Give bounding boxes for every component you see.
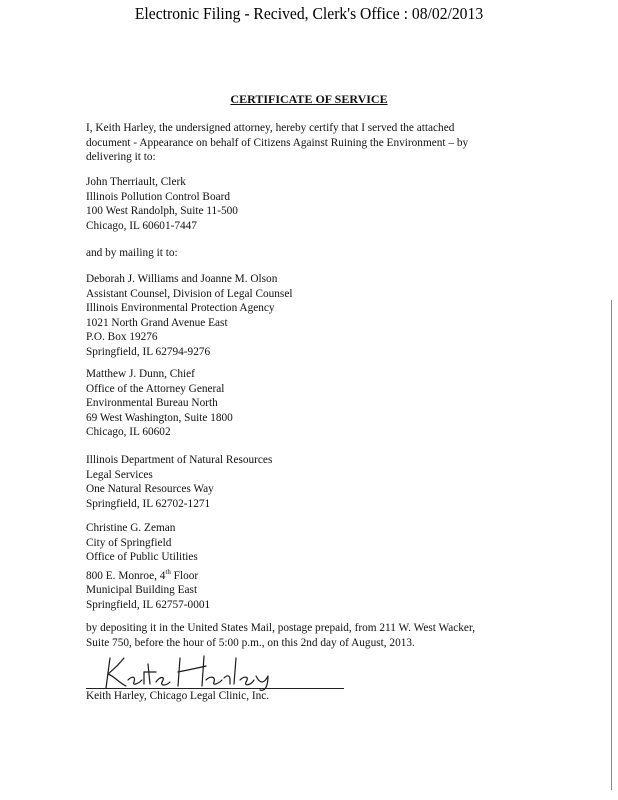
address-line: Chicago, IL 60602 <box>86 426 171 439</box>
recipient-springfield-address <box>86 521 486 612</box>
closing-paragraph <box>86 621 526 650</box>
mailing-intro: and by mailing it to: <box>86 247 178 259</box>
address-line-floor <box>86 565 486 583</box>
recipient-attorney-general-address <box>86 367 486 440</box>
address-line: Springfield, IL 62757-0001 <box>86 598 211 611</box>
electronic-filing-stamp: Electronic Filing - Recived, Clerk's Office : 08/02/2013 <box>134 4 484 23</box>
address-line: Environmental Bureau North <box>86 397 218 410</box>
signature-caption: Keith Harley, Chicago Legal Clinic, Inc. <box>86 690 270 702</box>
signature-line <box>86 688 344 689</box>
document-title: CERTIFICATE OF SERVICE <box>230 92 388 106</box>
intro-line: I, Keith Harley, the undersigned attorney, hereby certify that I served the attached <box>86 122 455 134</box>
ordinal-superscript: th <box>165 567 171 576</box>
handwritten-signature <box>96 650 286 692</box>
intro-line: document - Appearance on behalf of Citizens Against Ruining the Environment – by <box>86 136 469 149</box>
address-line: John Therriault, Clerk <box>86 176 186 188</box>
address-line: One Natural Resources Way <box>86 483 214 496</box>
address-line: P.O. Box 19276 <box>86 331 158 344</box>
recipient-iepa-address <box>86 272 486 360</box>
address-line: Office of Public Utilities <box>86 551 198 564</box>
address-line: Illinois Environmental Protection Agency <box>86 302 275 315</box>
address-line: Legal Services <box>86 468 153 481</box>
address-street: 800 E. Monroe, 4 <box>86 569 166 582</box>
recipient-clerk-address <box>86 175 486 233</box>
scan-edge-line <box>611 300 612 790</box>
address-line: 1021 North Grand Avenue East <box>86 316 228 329</box>
address-line: Office of the Attorney General <box>86 382 225 395</box>
address-line: Chicago, IL 60601-7447 <box>86 219 197 232</box>
closing-line: Suite 750, before the hour of 5:00 p.m., on this 2nd day of August, 2013. <box>86 636 415 649</box>
address-line: Assistant Counsel, Division of Legal Counsel <box>86 287 293 300</box>
address-line: Illinois Department of Natural Resources <box>86 454 273 466</box>
address-floor-suffix: Floor <box>170 569 199 582</box>
address-line: Municipal Building East <box>86 584 198 597</box>
address-line: Springfield, IL 62702-1271 <box>86 497 211 510</box>
address-line: 69 West Washington, Suite 1800 <box>86 411 233 424</box>
closing-line: by depositing it in the United States Mail, postage prepaid, from 211 W. West Wacker, <box>86 622 476 634</box>
address-line: 100 West Randolph, Suite 11-500 <box>86 205 238 218</box>
address-line: City of Springfield <box>86 536 172 549</box>
recipient-idnr-address <box>86 453 486 511</box>
address-line: Springfield, IL 62794-9276 <box>86 345 211 358</box>
intro-paragraph <box>86 121 526 165</box>
address-line: Christine G. Zeman <box>86 522 176 534</box>
address-line: Matthew J. Dunn, Chief <box>86 368 195 380</box>
intro-line: delivering it to: <box>86 151 156 163</box>
address-line: Illinois Pollution Control Board <box>86 190 231 203</box>
address-line: Deborah J. Williams and Joanne M. Olson <box>86 273 278 285</box>
